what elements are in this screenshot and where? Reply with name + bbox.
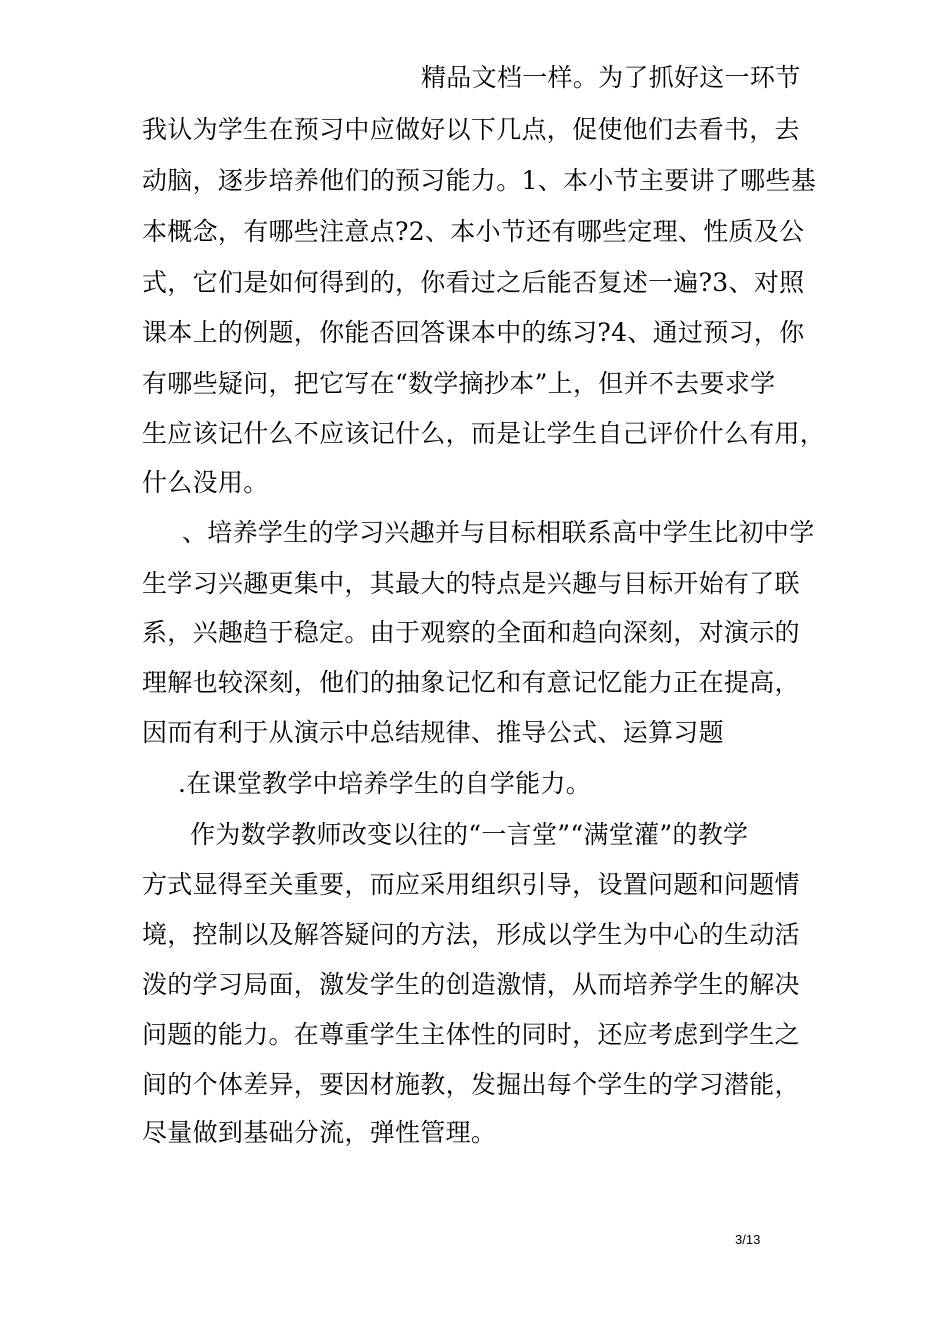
text-line: 、培养学生的学习兴趣并与目标相联系高中学生比初中学 (182, 518, 815, 547)
text-line: 有哪些疑问，把它写在“数学摘抄本”上，但并不去要求学 (142, 369, 776, 398)
text-line: 精品文档一样。为了抓好这一环节 (421, 63, 801, 92)
text-line: 系，兴趣趋于稳定。由于观察的全面和趋向深刻，对演示的 (142, 618, 800, 647)
text-line: 作为数学教师改变以往的“一言堂”“满堂灌”的教学 (190, 820, 749, 849)
text-line: 方式显得至关重要，而应采用组织引导，设置问题和问题情 (142, 870, 800, 899)
text-line: 本概念，有哪些注意点?2、本小节还有哪些定理、性质及公 (142, 217, 805, 246)
text-line: 尽量做到基础分流，弹性管理。 (142, 1118, 497, 1147)
text-line: 生学习兴趣更集中，其最大的特点是兴趣与目标开始有了联 (142, 569, 800, 598)
text-line: 我认为学生在预习中应做好以下几点，促使他们去看书，去 (142, 115, 800, 144)
text-line: 动脑，逐步培养他们的预习能力。1、本小节主要讲了哪些基 (142, 166, 817, 195)
text-line: 问题的能力。在尊重学生主体性的同时，还应考虑到学生之 (142, 1020, 800, 1049)
text-line: 间的个体差异，要因材施教，发掘出每个学生的学习潜能， (142, 1070, 800, 1099)
text-line: 生应该记什么不应该记什么，而是让学生自己评价什么有用， (142, 419, 826, 448)
text-line: 泼的学习局面，激发学生的创造激情，从而培养学生的解决 (142, 970, 800, 999)
text-line: 课本上的例题，你能否回答课本中的练习?4、通过预习，你 (142, 318, 805, 347)
text-line: 理解也较深刻，他们的抽象记忆和有意记忆能力正在提高， (142, 668, 800, 697)
text-line: 式，它们是如何得到的，你看过之后能否复述一遍?3、对照 (142, 268, 805, 297)
text-line: 什么没用。 (142, 468, 269, 497)
text-line: 境，控制以及解答疑问的方法，形成以学生为中心的生动活 (142, 920, 800, 949)
section-heading: .在课堂教学中培养学生的自学能力。 (178, 769, 592, 798)
text-line: 因而有利于从演示中总结规律、推导公式、运算习题 (142, 718, 724, 747)
page-number: 3/13 (735, 1232, 761, 1247)
